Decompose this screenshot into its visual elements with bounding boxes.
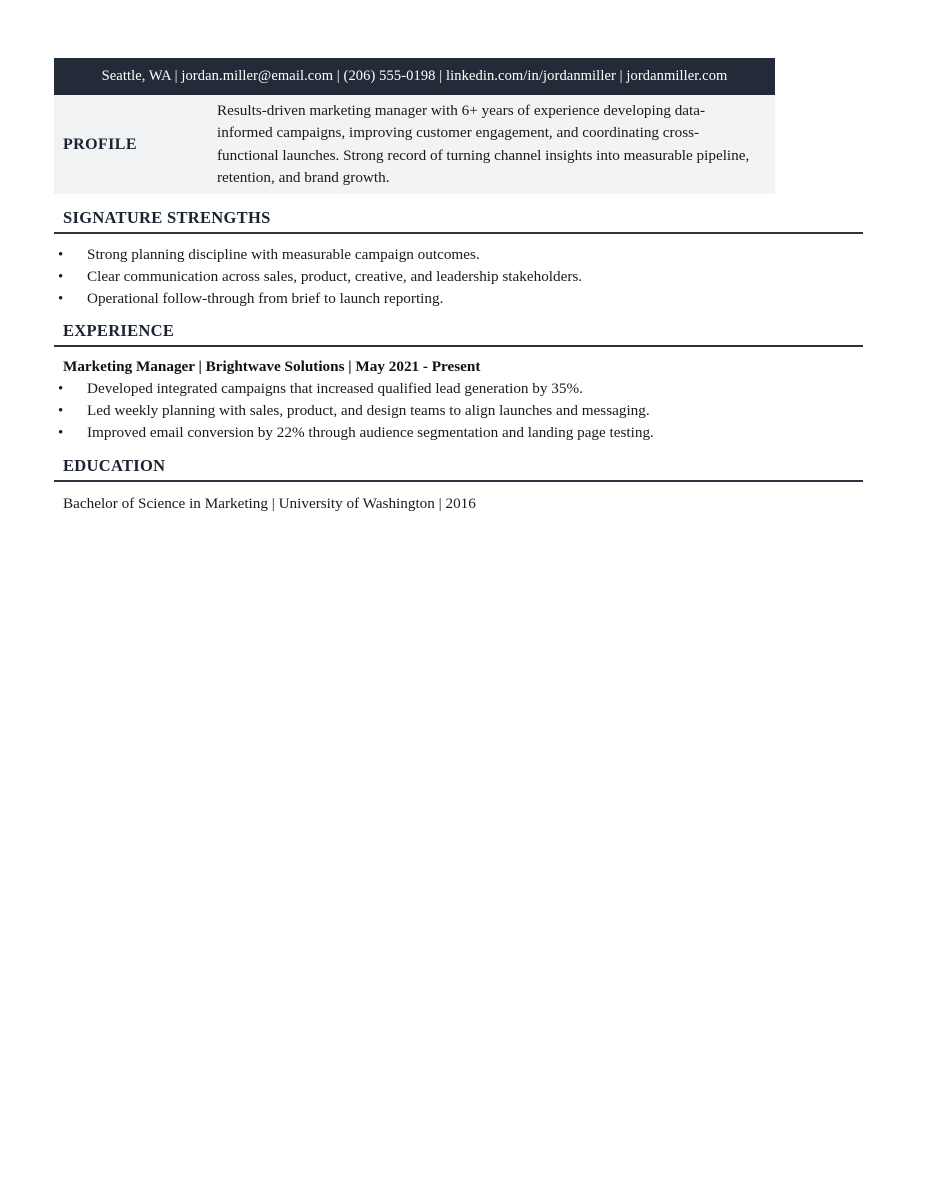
section-signature-strengths (54, 208, 863, 310)
section-heading-signature-strengths: SIGNATURE STRENGTHS (63, 208, 271, 227)
list-item-text: Developed integrated campaigns that increased qualified lead generation by 35%. (87, 380, 583, 397)
list-item (58, 400, 863, 422)
profile-label: PROFILE (63, 135, 137, 153)
bullet-icon: • (58, 381, 64, 397)
education-entry-line: Bachelor of Science in Marketing | University of Washington | 2016 (63, 495, 476, 512)
list-item-text: Clear communication across sales, product, creative, and leadership stakeholders. (87, 268, 583, 285)
section-experience (54, 321, 863, 444)
experience-bullet-list (54, 378, 863, 444)
section-education (54, 456, 863, 515)
list-item (58, 244, 863, 266)
list-item-text: Strong planning discipline with measurable campaign outcomes. (87, 246, 480, 263)
strengths-list (54, 244, 863, 310)
list-item-text: Operational follow-through from brief to launch reporting. (87, 290, 444, 307)
profile-summary-text: Results-driven marketing manager with 6+ years of experience developing data-informed campaigns, improving customer engagement, and coordinating cross-functional launches. Strong record of turning channel insights into measurable pipeline, retention, and brand growth. (217, 102, 750, 186)
bullet-icon: • (58, 425, 64, 441)
list-item-text: Improved email conversion by 22% through audience segmentation and landing page testing. (87, 424, 654, 441)
job-title-line: Marketing Manager | Brightwave Solutions | May 2021 - Present (63, 358, 481, 375)
contact-line: Seattle, WA | jordan.miller@email.com | (206) 555-0198 | linkedin.com/in/jordanmiller | jordanmiller.com (101, 68, 728, 84)
bullet-icon: • (58, 403, 64, 419)
contact-header-bar (54, 58, 775, 95)
bullet-icon: • (58, 291, 64, 307)
list-item (58, 266, 863, 288)
list-item (58, 378, 863, 400)
bullet-icon: • (58, 247, 64, 263)
section-heading-experience: EXPERIENCE (63, 321, 175, 340)
list-item (58, 288, 863, 310)
section-heading-education: EDUCATION (63, 456, 166, 475)
bullet-icon: • (58, 269, 64, 285)
list-item-text: Led weekly planning with sales, product, and design teams to align launches and messaging. (87, 402, 650, 419)
list-item (58, 422, 863, 444)
profile-block (54, 95, 775, 194)
